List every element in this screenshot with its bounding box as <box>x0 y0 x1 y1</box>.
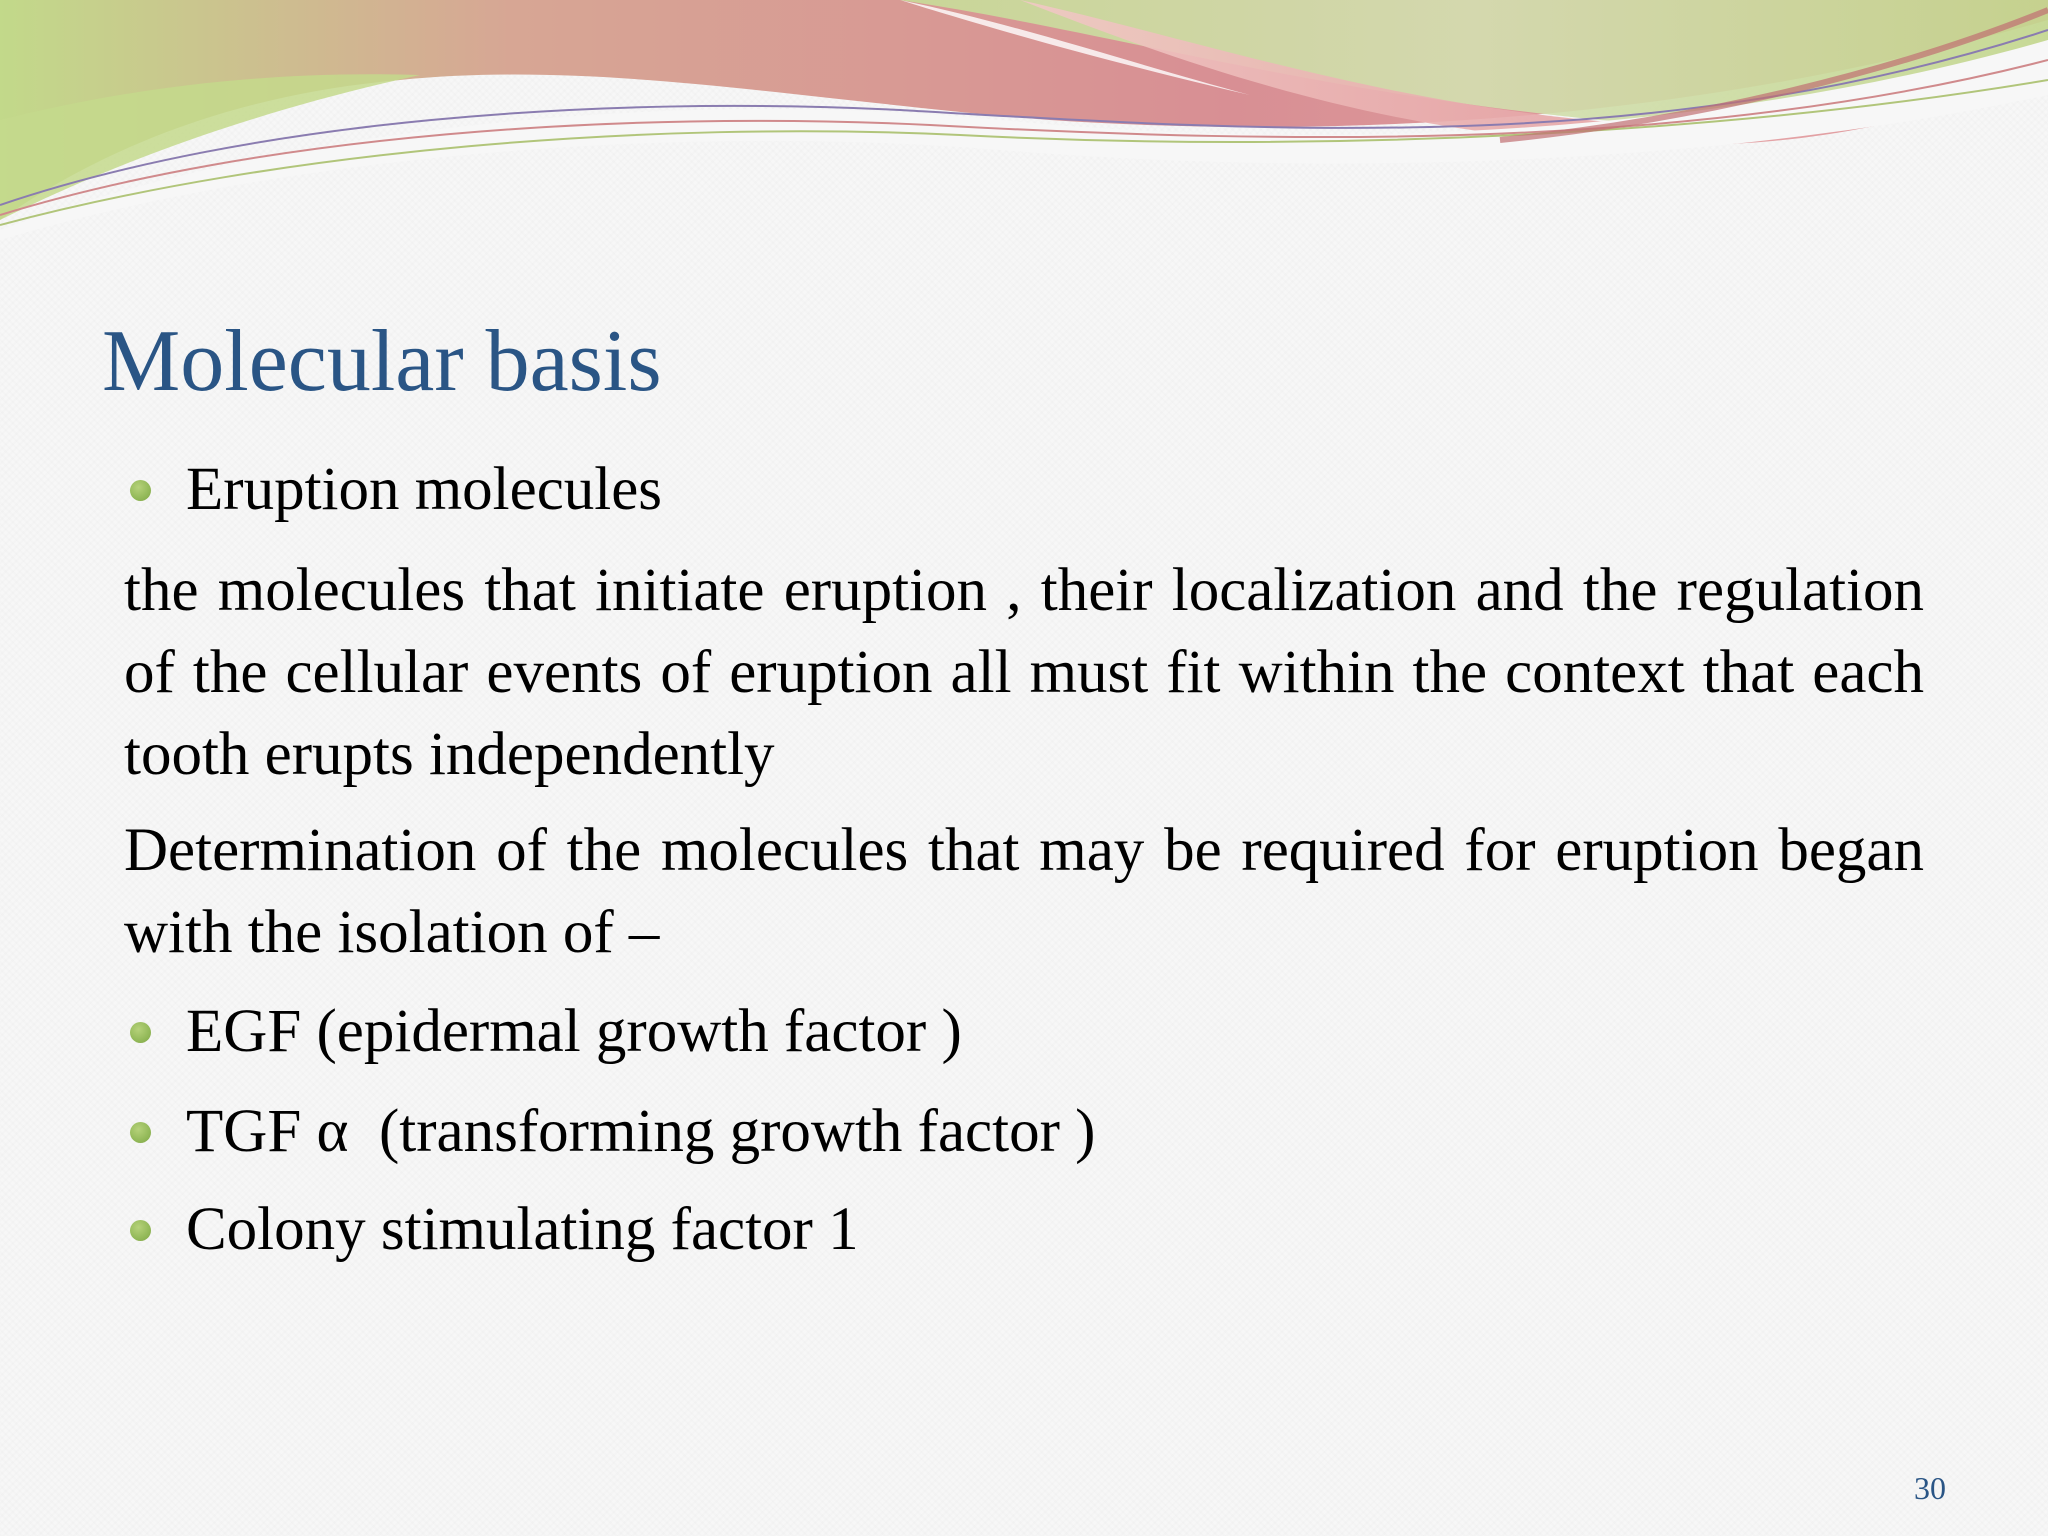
paragraph-determination: Determination of the molecules that may be required for eruption began with the isolation of – <box>124 817 1924 966</box>
bullet-dot-icon <box>130 1122 151 1143</box>
bullet-item-eruption-molecules <box>124 448 1924 532</box>
bullet-text: EGF (epidermal growth factor ) <box>186 998 962 1065</box>
bullet-text: TGF α (transforming growth factor ) <box>186 1098 1096 1165</box>
bullet-dot-icon <box>130 480 151 501</box>
bullet-dot-icon <box>130 1220 151 1241</box>
bullet-item-csf1 <box>124 1188 1924 1272</box>
page-number: 30 <box>1914 1470 1946 1506</box>
slide-title: Molecular basis <box>102 313 662 410</box>
bullet-text: Eruption molecules <box>186 456 663 523</box>
bullet-dot-icon <box>130 1022 151 1043</box>
bullet-item-egf <box>124 990 1924 1074</box>
header-wave-decoration <box>0 0 2048 240</box>
bullet-text: Colony stimulating factor 1 <box>186 1196 859 1263</box>
paragraph-eruption-context: the molecules that initiate eruption , their localization and the regulation of the cellular events of eruption all must fit within the context that each tooth erupts independently <box>124 557 1924 788</box>
bullet-item-tgf-alpha <box>124 1090 1924 1174</box>
slide-body <box>124 448 1924 1286</box>
